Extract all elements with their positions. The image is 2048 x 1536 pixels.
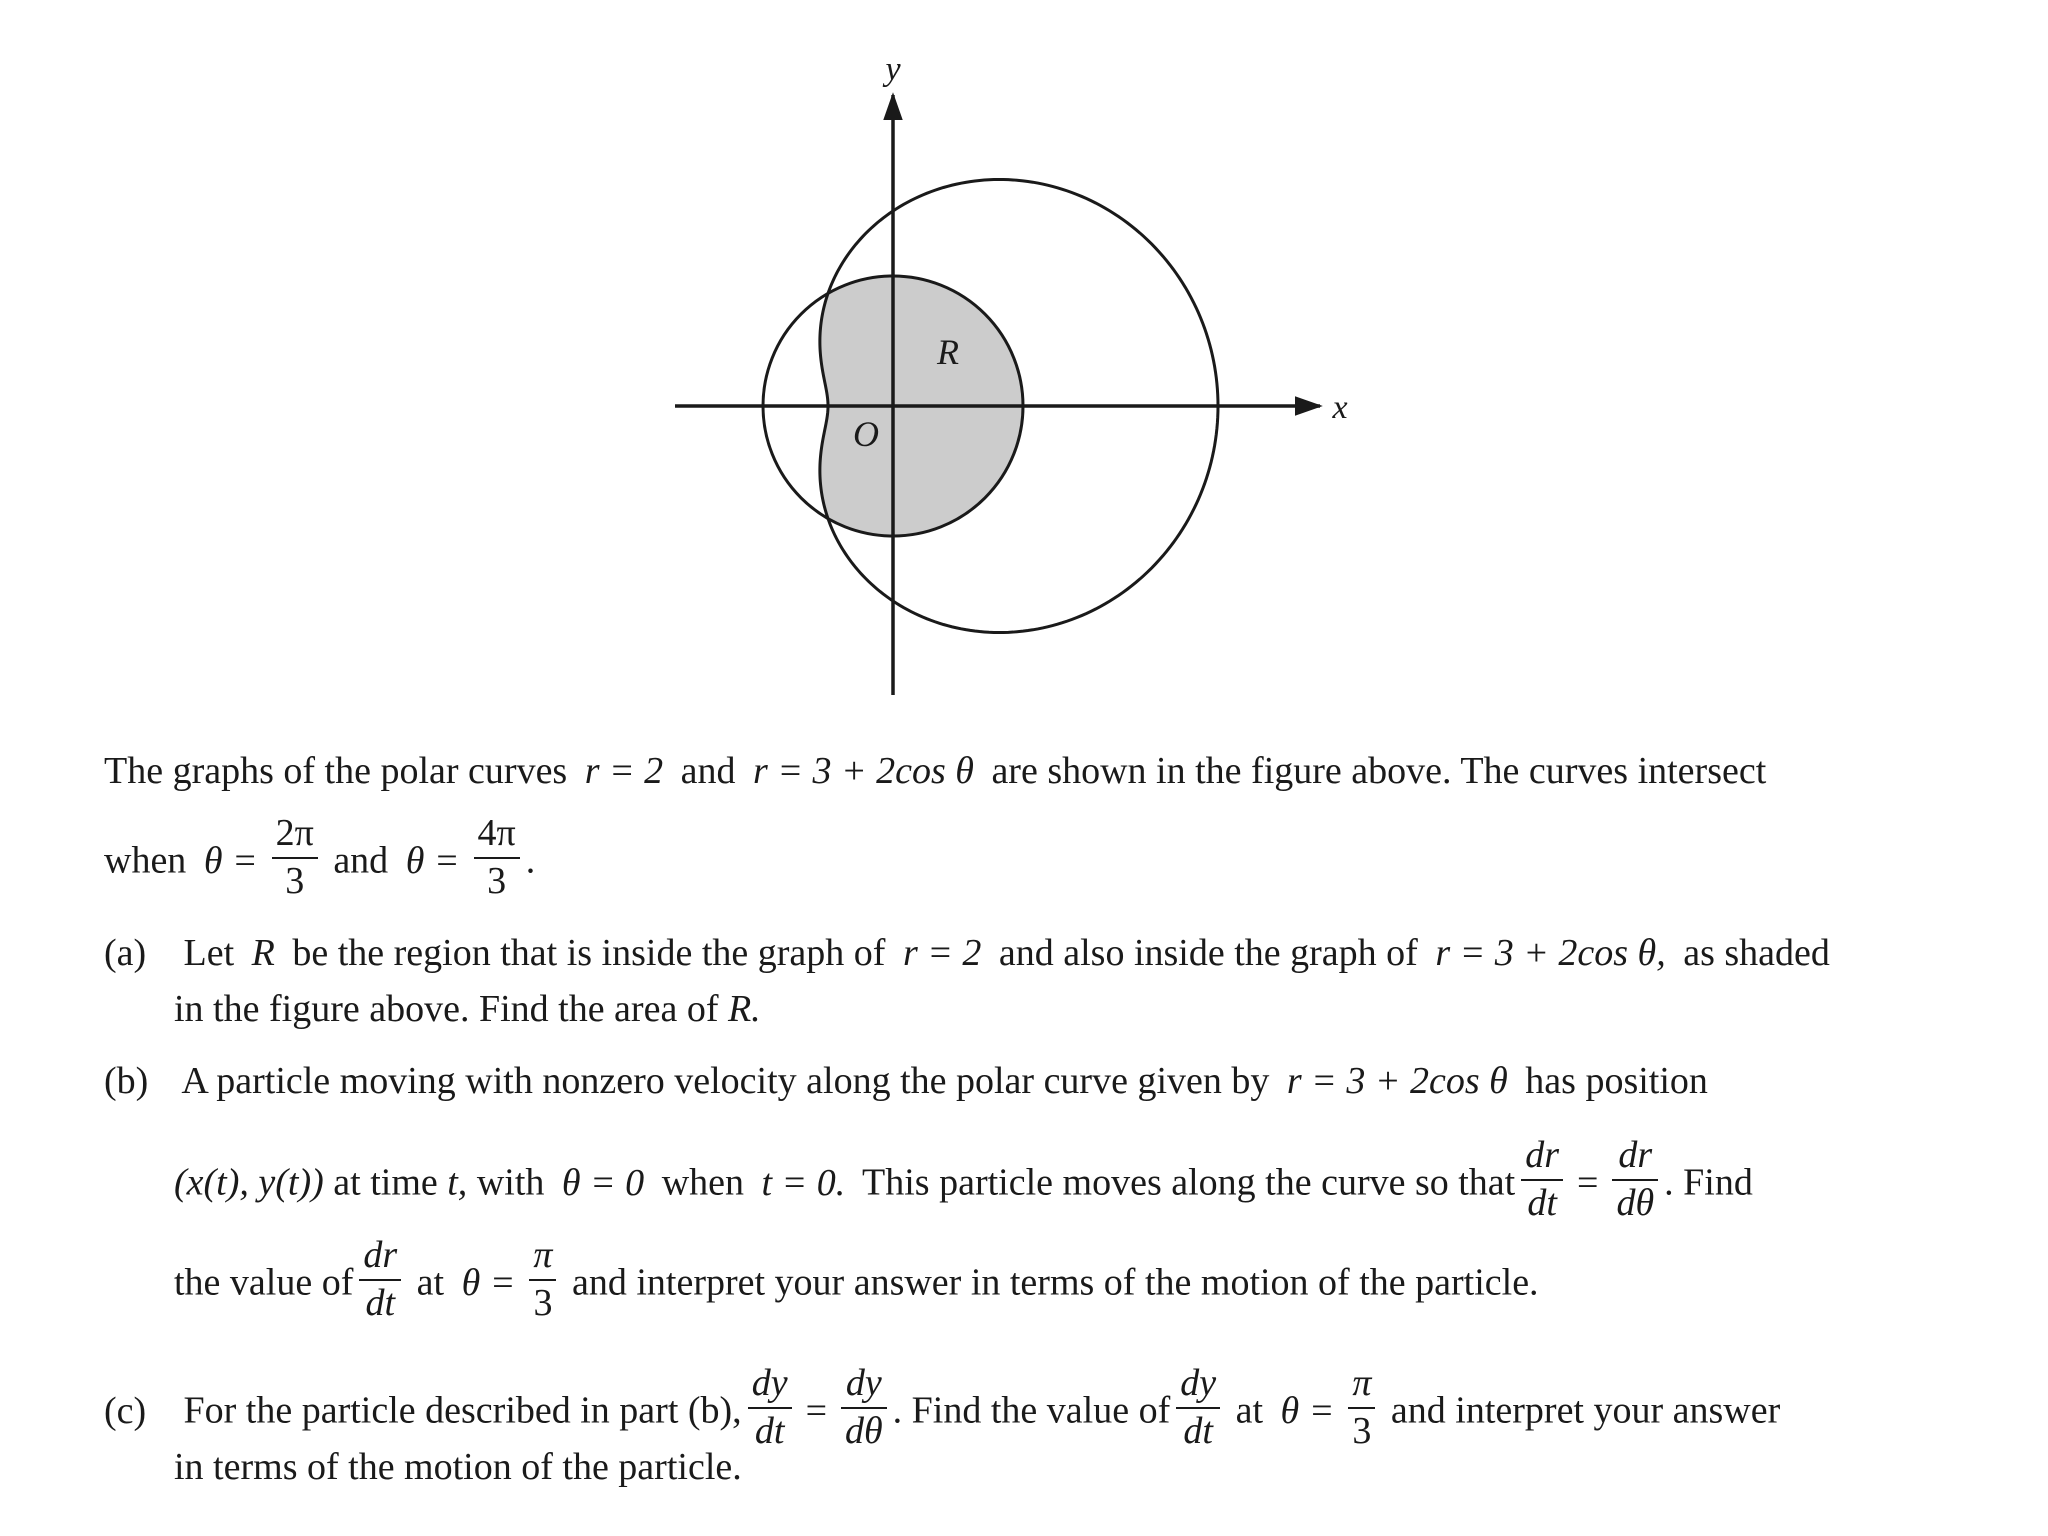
fraction-dy-dt: $\frac{dy}{dt}$ [1176, 1364, 1220, 1452]
part-a-label: (a) [104, 932, 147, 974]
fraction-2pi-over-3: $\frac{2\pi}{3}$ [272, 814, 318, 902]
fraction-dr-dt: $\frac{dr}{dt}$ [1521, 1136, 1563, 1224]
intro-line-2: when θ = $\frac{2\pi}{3}$ and θ = $\frac{4\pi}{3}$ . [104, 812, 536, 902]
intro-line-1 [104, 752, 1766, 790]
fraction-4pi-over-3: $\frac{4\pi}{3}$ [474, 814, 520, 902]
part-a-line-1: (a) Let R be the region that is inside the graph of r = 2 and also inside the graph of r = 3 + 2cos θ, as shaded [104, 932, 1830, 974]
part-a-line-2: in the figure above. Find the area of R. [174, 988, 761, 1030]
part-b-line-3: the value of $\frac{dr}{dt}$ at θ = $\frac{\pi}{3}$ and interpret your answer in terms of the motion of the particle. [174, 1234, 1539, 1324]
fraction-pi-over-3: $\frac{\pi}{3}$ [1348, 1364, 1375, 1452]
curve-eq-r2: r = 2 [584, 750, 664, 792]
part-c-line-2: in terms of the motion of the particle. [174, 1446, 742, 1488]
fraction-pi-over-3: $\frac{\pi}{3}$ [529, 1236, 556, 1324]
part-c-label: (c) [104, 1389, 147, 1432]
theta-eq: θ = [405, 839, 460, 882]
intro-text: and [680, 750, 736, 792]
curve-eq-limacon: r = 3 + 2cos θ [753, 750, 974, 792]
part-b-line-2: (x(t), y(t)) at time t, with θ = 0 when t = 0. This particle moves along the curve so that $\frac{dr}{dt}$ = $\frac{dr}{d\theta}$ . Find [174, 1134, 1753, 1224]
intro-text: The graphs of the polar curves [104, 750, 568, 792]
polar-curves-figure [0, 0, 2048, 720]
intro-text: when [104, 839, 187, 882]
fraction-dr-dt: $\frac{dr}{dt}$ [359, 1236, 401, 1324]
region-r-label: R [937, 332, 959, 372]
intro-text: and [333, 839, 389, 882]
theta-eq: θ = [203, 839, 258, 882]
part-c-line-1: (c) For the particle described in part (b), $\frac{dy}{dt}$ = $\frac{dy}{d\theta}$ . Find the value of $\frac{dy}{dt}$ at θ = $\frac{\pi}{3}$ and interpret your answer [104, 1362, 1781, 1452]
intro-text: are shown in the figure above. The curves intersect [991, 750, 1767, 792]
x-axis-label: x [1332, 389, 1348, 426]
fraction-dy-dtheta: $\frac{dy}{d\theta}$ [841, 1364, 887, 1452]
part-b-label: (b) [104, 1060, 149, 1102]
y-axis-label: y [885, 51, 901, 88]
part-b-line-1: (b) A particle moving with nonzero velocity along the polar curve given by r = 3 + 2cos θ has position [104, 1060, 1708, 1102]
fraction-dr-dtheta: $\frac{dr}{d\theta}$ [1612, 1136, 1658, 1224]
fraction-dy-dt: $\frac{dy}{dt}$ [748, 1364, 792, 1452]
origin-label: O [853, 414, 879, 454]
